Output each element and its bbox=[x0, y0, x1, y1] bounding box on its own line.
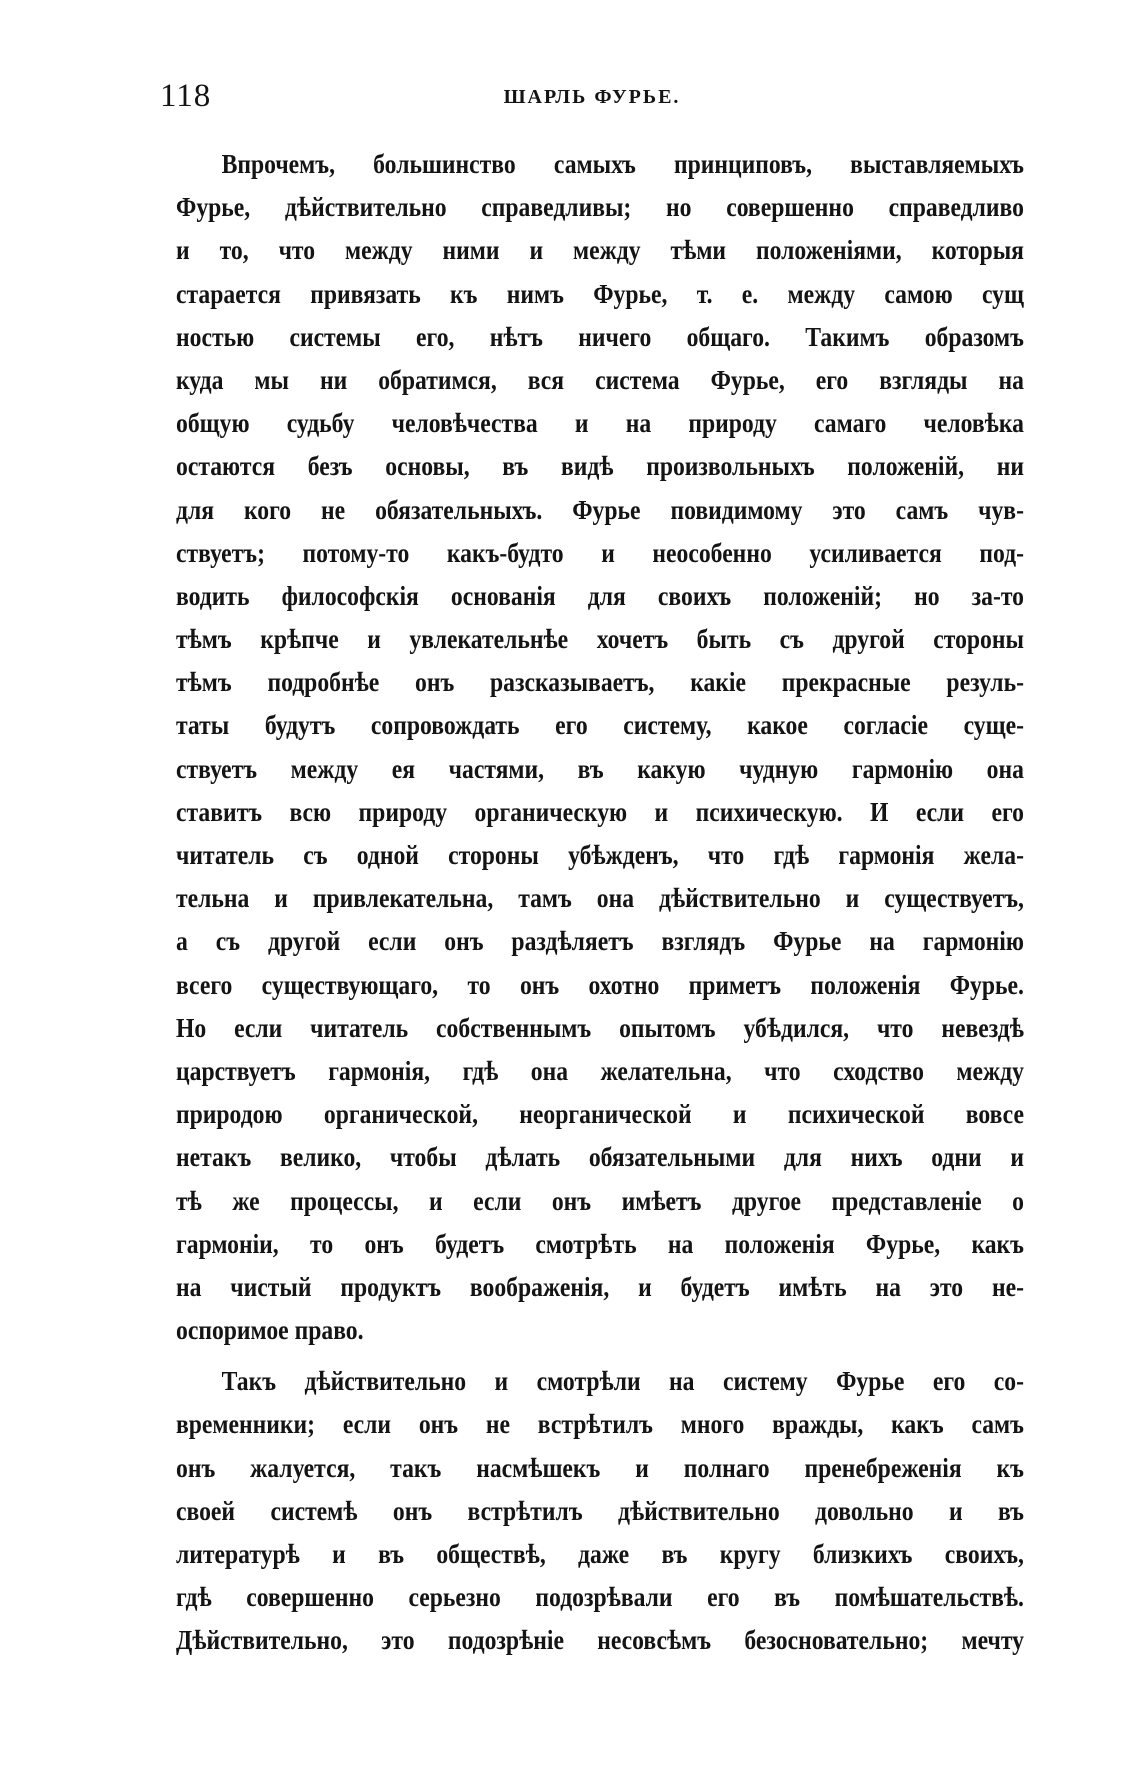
text-line: таты будутъ сопровождать его систему, какое согласіе суще- bbox=[176, 709, 1024, 741]
body-text bbox=[176, 142, 1024, 1662]
text-line: и то, что между ними и между тѣми положеніями, которыя bbox=[176, 234, 1024, 266]
text-line: оспоримое право. bbox=[176, 1314, 364, 1346]
text-line: читатель съ одной стороны убѣжденъ, что гдѣ гармонія жела- bbox=[176, 839, 1024, 870]
text-line: тѣмъ крѣпче и увлекательнѣе хочетъ быть съ другой стороны bbox=[176, 623, 1024, 655]
text-line: Фурье, дѣйствительно справедливы; но совершенно справедливо bbox=[176, 191, 1024, 223]
text-line: для кого не обязательныхъ. Фурье повидимому это самъ чув- bbox=[176, 493, 1024, 525]
paragraph-gap bbox=[176, 1351, 1024, 1359]
text-line: ставитъ всю природу органическую и психическую. И если его bbox=[176, 795, 1024, 827]
text-line: Впрочемъ, большинство самыхъ принциповъ, выставляемыхъ bbox=[221, 148, 1024, 179]
text-line: гармоніи, то онъ будетъ смотрѣть на положенія Фурье, какъ bbox=[176, 1227, 1024, 1259]
text-line: ствуетъ между ея частями, въ какую чудную гармонію она bbox=[176, 752, 1024, 784]
text-line: Такъ дѣйствительно и смотрѣли на систему Фурье его со- bbox=[221, 1365, 1024, 1397]
running-title: ШАРЛЬ ФУРЬЕ. bbox=[503, 86, 681, 108]
text-line: Дѣйствительно, это подозрѣніе несовсѣмъ безосновательно; мечту bbox=[176, 1624, 1024, 1656]
paragraph-1 bbox=[176, 142, 1024, 1351]
text-line: тѣ же процессы, и если онъ имѣетъ другое представленіе о bbox=[176, 1184, 1024, 1216]
text-line: гдѣ совершенно серьезно подозрѣвали его въ помѣшательствѣ. bbox=[176, 1581, 1024, 1613]
text-line: ствуетъ; потому-то какъ-будто и неособенно усиливается под- bbox=[176, 536, 1024, 568]
text-line: тельна и привлекательна, тамъ она дѣйствительно и существуетъ, bbox=[176, 882, 1024, 914]
text-line: остаются безъ основы, въ видѣ произвольныхъ положеній, ни bbox=[176, 450, 1024, 482]
text-line: старается привязать къ нимъ Фурье, т. е. между самою сущ bbox=[176, 277, 1024, 309]
page-number: 118 bbox=[160, 78, 212, 114]
text-line: на чистый продуктъ воображенія, и будетъ имѣть на это не- bbox=[176, 1270, 1024, 1302]
text-line: Но если читатель собственнымъ опытомъ убѣдился, что невездѣ bbox=[176, 1011, 1024, 1043]
text-line: царствуетъ гармонія, гдѣ она желательна, что сходство между bbox=[176, 1054, 1024, 1086]
text-line: своей системѣ онъ встрѣтилъ дѣйствительно довольно и въ bbox=[176, 1494, 1024, 1526]
text-line: тѣмъ подробнѣе онъ разсказываетъ, какіе прекрасные резуль- bbox=[176, 666, 1024, 698]
text-line: природою органической, неорганической и психической вовсе bbox=[176, 1098, 1024, 1130]
text-line: нетакъ велико, чтобы дѣлать обязательными для нихъ одни и bbox=[176, 1141, 1024, 1173]
text-line: всего существующаго, то онъ охотно приметъ положенія Фурье. bbox=[176, 968, 1024, 1000]
text-line: общую судьбу человѣчества и на природу самаго человѣка bbox=[176, 407, 1024, 439]
text-line: куда мы ни обратимся, вся система Фурье, его взгляды на bbox=[176, 363, 1024, 395]
text-line: водить философскія основанія для своихъ положеній; но за-то bbox=[176, 579, 1024, 611]
running-head bbox=[160, 78, 1024, 118]
text-line: литературѣ и въ обществѣ, даже въ кругу близкихъ своихъ, bbox=[176, 1538, 1024, 1569]
text-line: онъ жалуется, такъ насмѣшекъ и полнаго пренебреженія къ bbox=[176, 1451, 1024, 1483]
text-line: а съ другой если онъ раздѣляетъ взглядъ Фурье на гармонію bbox=[176, 925, 1024, 957]
text-line: временники; если онъ не встрѣтилъ много вражды, какъ самъ bbox=[176, 1408, 1024, 1440]
paragraph-2 bbox=[176, 1359, 1024, 1661]
text-line: ностью системы его, нѣтъ ничего общаго. Такимъ образомъ bbox=[176, 320, 1024, 352]
